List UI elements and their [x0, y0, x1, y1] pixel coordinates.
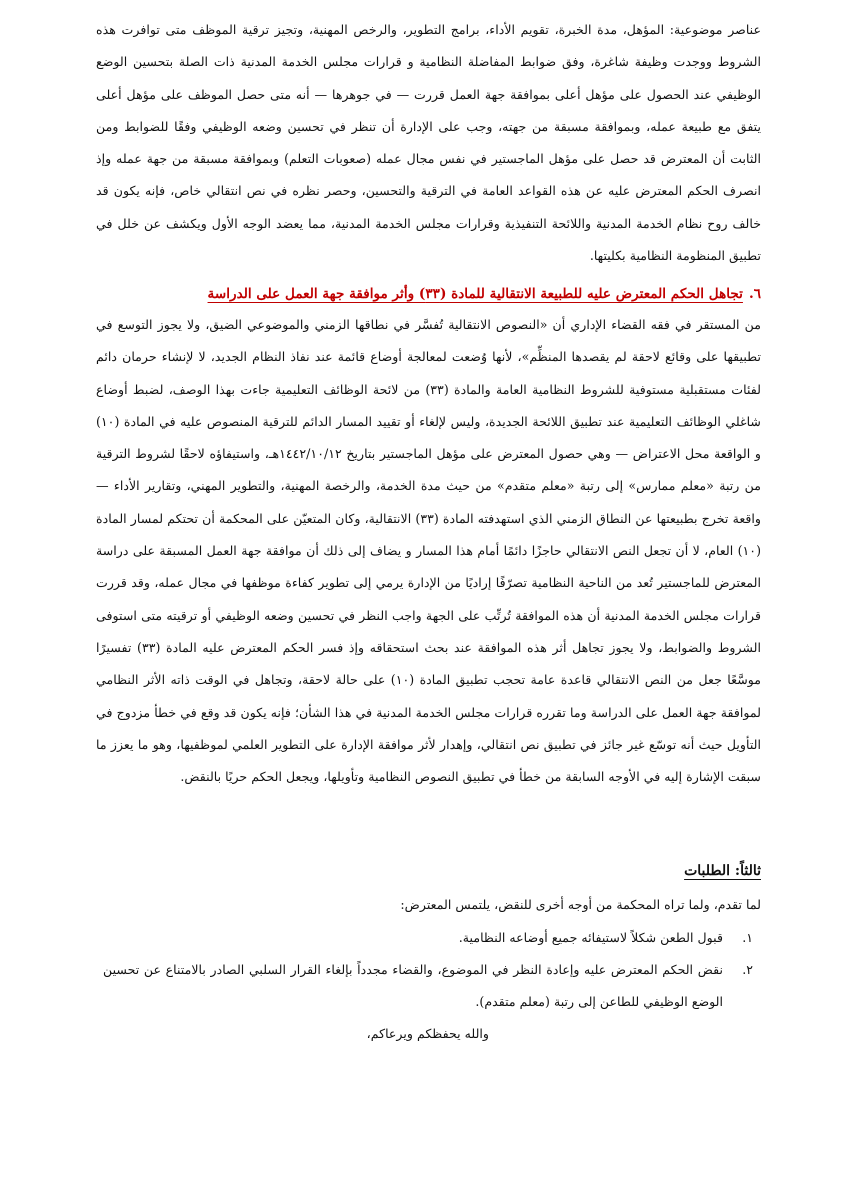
request-item: [103, 954, 753, 1018]
intro-paragraph: عناصر موضوعية: المؤهل، مدة الخبرة، تقويم الأداء، برامج التطوير، والرخص المهنية، وتجيز ترقية الموظف متى توافرت هذه الشروط ووجدت وظيفة شاغرة، وفق ضوابط المفاضلة النظامية و قرارات مجلس الخدمة المدنية ذات الصلة بتحسين الوضع الوظيفي عند الحصول على مؤهل أعلى بموافقة جهة العمل قررت — في جوهرها — أنه متى حصل الموظف على مؤهل أعلى يتفق مع طبيعة عمله، وبموافقة مسبقة من جهته، وجب على الإدارة أن تنظر في تحسين وضعه الوظيفي وفقًا للضوابط ومن الثابت أن المعترض قد حصل على مؤهل الماجستير في نفس مجال عمله (صعوبات التعلم) وبموافقة مسبقة من جهة عمله وإذ انصرف الحكم المعترض عليه عن هذه القواعد العامة في الترقية والتحسين، وحصر نظره في نص انتقالي خاص، فإنه يكون قد خالف روح نظام الخدمة المدنية واللائحة التنفيذية وقرارات مجلس الخدمة المدنية، مما يعضد الوجه الأول ويكشف عن خلل في تطبيق المنظومة النظامية بكليتها.: [96, 22, 761, 264]
closing-line: والله يحفظكم ويرعاكم،: [366, 1026, 489, 1041]
section-6-number: ٦.: [748, 286, 761, 302]
section-6-title: تجاهل الحكم المعترض عليه للطبيعة الانتقالية للمادة (٣٣) وأثر موافقة جهة العمل على الدراسة: [207, 286, 743, 302]
request-item: [103, 922, 753, 954]
request-number: ٢.: [742, 962, 753, 977]
requests-intro: لما تقدم، ولما تراه المحكمة من أوجه أخرى للنقض، يلتمس المعترض:: [400, 897, 761, 912]
request-text: قبول الطعن شكلاً لاستيفائه جميع أوضاعه النظامية.: [458, 930, 723, 945]
requests-heading: ثالثاً: الطلبات: [684, 863, 761, 879]
section-6-heading: [96, 280, 761, 308]
requests-list: [103, 922, 753, 1018]
request-number: ١.: [742, 930, 753, 945]
request-text: نقض الحكم المعترض عليه وإعادة النظر في الموضوع، والقضاء مجدداً بإلغاء القرار السلبي الصادر بالامتناع عن تحسين الوضع الوظيفي للطاعن إلى رتبة (معلم متقدم).: [103, 962, 723, 1009]
section-6-paragraph: من المستقر في فقه القضاء الإداري أن «النصوص الانتقالية تُفسَّر في نطاقها الزمني والموضوعي الضيق، ولا يجوز التوسع في تطبيقها على وقائع لاحقة لم يقصدها المنظِّم»، لأنها وُضعت لمعالجة أوضاع قائمة عند نفاذ النظام الجديد، لا لإنشاء حرمان دائم لفئات مستقبلية مستوفية للشروط النظامية العامة والمادة (٣٣) من لائحة الوظائف التعليمية جاءت بهذا الوصف، لضبط أوضاع شاغلي الوظائف التعليمية عند تطبيق اللائحة الجديدة، وليس لإلغاء أو تقييد المسار الدائم للترقية المنصوص عليه في المادة (١٠) و الواقعة محل الاعتراض — وهي حصول المعترض على مؤهل الماجستير بتاريخ ١٤٤٢/١٠/١٢هـ، واستيفاؤه لاحقًا لشروط الترقية من رتبة «معلم ممارس» إلى رتبة «معلم متقدم» من حيث مدة الخدمة، والرخصة المهنية، والتطوير المهني، وتقارير الأداء — واقعة تخرج بطبيعتها عن النطاق الزمني الذي استهدفته المادة (٣٣) الانتقالية، وكان المتعيّن على المحكمة أن تحتكم لمسار المادة (١٠) العام، لا أن تجعل النص الانتقالي حاجزًا دائمًا أمام هذا المسار و يضاف إلى ذلك أن موافقة جهة العمل المسبقة على دراسة المعترض للماجستير تُعد من الناحية النظامية تصرّفًا إراديًا من الإدارة يرمي إلى تطوير كفاءة موظفها في مجال عمله، وقد قررت قرارات مجلس الخدمة المدنية أن هذه الموافقة تُرتِّب على الجهة واجب النظر في تحسين وضعه الوظيفي أو ترقيته متى استوفى الشروط والضوابط، ولا يجوز تجاهل أثر هذه الموافقة عند بحث استحقاقه وإذ فسر الحكم المعترض عليه المادة (٣٣) تفسيرًا موسَّعًا جعل من النص الانتقالي قاعدة عامة تحجب تطبيق المادة (١٠) على حالة لاحقة، وتجاهل في الوقت ذاته الأثر النظامي لموافقة جهة العمل على الدراسة وما تقرره قرارات مجلس الخدمة المدنية في هذا الشأن؛ فإنه يكون قد وقع في خطأ مزدوج في التأويل حيث أنه توسّع غير جائز في تطبيق نص انتقالي، وإهدار لأثر موافقة الإدارة على التطوير العلمي لموظفيها، وهو ما يعزز ما سبقت الإشارة إليه في الأوجه السابقة من خطأ في تطبيق النصوص النظامية وتأويلها، ويجعل الحكم حريًا بالنقض.: [96, 317, 761, 785]
